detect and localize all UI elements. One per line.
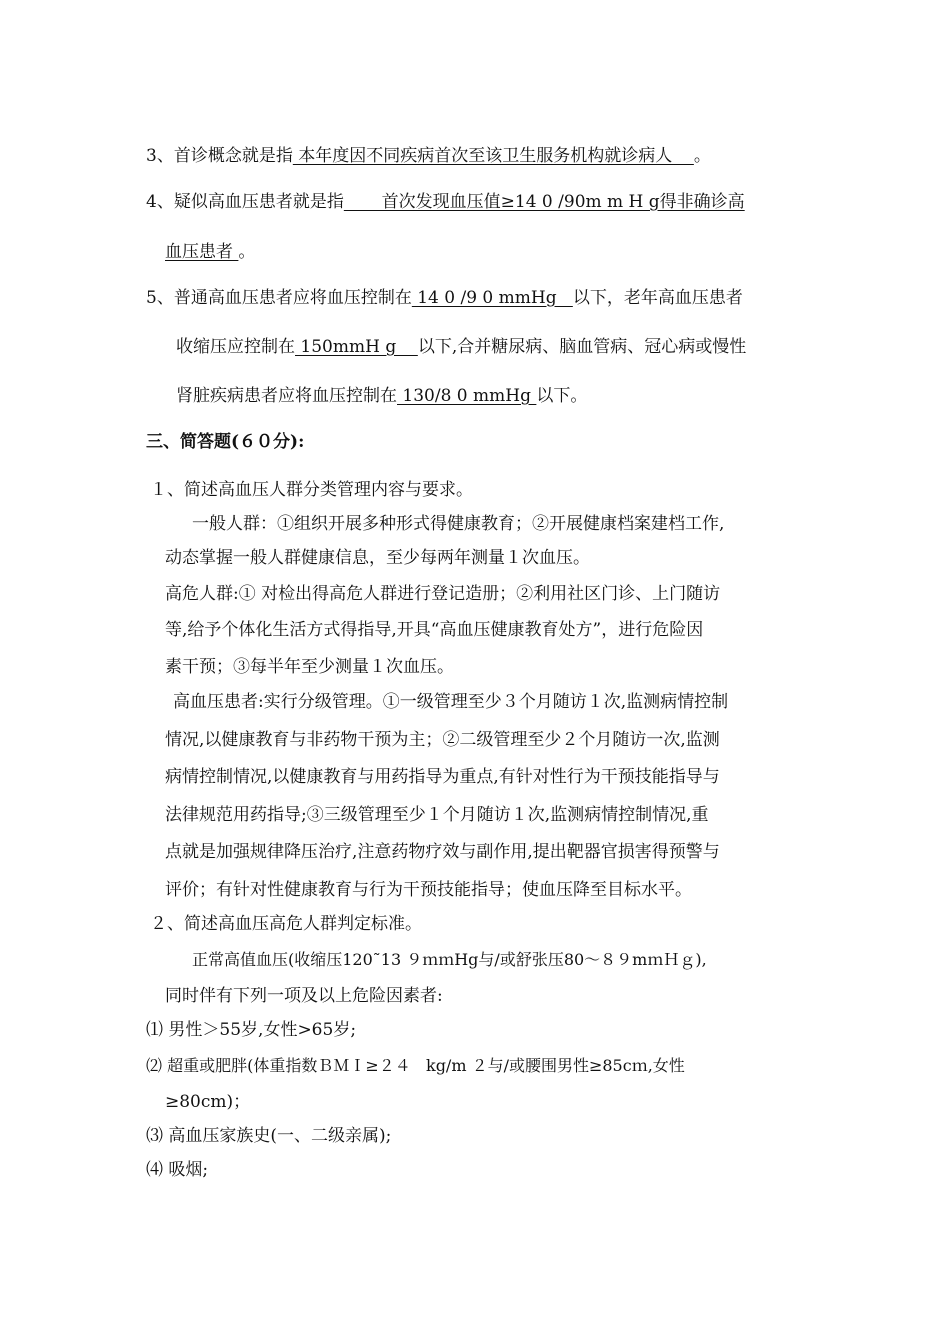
fill-question-4-cont (165, 240, 255, 264)
question-text: 普通高血压患者应将血压控制在 (173, 288, 412, 308)
question-number: 3、 (146, 146, 174, 166)
question-text: 收缩压应控制在 (176, 337, 295, 357)
answer-text: 血压患者 (165, 242, 239, 262)
answer-line: 高血压患者:实行分级管理。①一级管理至少３个月随访１次,监测病情控制 (173, 692, 729, 712)
answer-line: 素干预；③每半年至少测量１次血压。 (165, 657, 454, 677)
question-title: １、简述高血压人群分类管理内容与要求。 (150, 480, 473, 500)
answer-line: 一般人群：①组织开展多种形式得健康教育；②开展健康档案建档工作, (192, 514, 725, 534)
answer-text: 130/8 0 mmHg (397, 386, 537, 406)
question-text: 肾脏疾病患者应将血压控制在 (176, 386, 397, 406)
answer-text: 150mmH g (295, 337, 418, 357)
question-text: 。 (693, 146, 711, 166)
answer-line: 等,给予个体化生活方式得指导,开具“高血压健康教育处方”，进行危险因 (165, 620, 704, 640)
answer-line: 评价；有针对性健康教育与行为干预技能指导；使血压降至目标水平。 (165, 880, 692, 900)
answer-line: 点就是加强规律降压治疗,注意药物疗效与副作用,提出靶器官损害得预警与 (165, 842, 720, 862)
answer-line: ⑷ 吸烟; (146, 1160, 209, 1180)
answer-line: 动态掌握一般人群健康信息，至少每两年测量１次血压。 (165, 548, 590, 568)
question-text: 以下。 (536, 386, 588, 406)
answer-line: ≥80cm)； (165, 1092, 251, 1112)
answer-line: 同时伴有下列一项及以上危险因素者: (165, 986, 443, 1006)
answer-line: ⑴ 男性＞55岁,女性>65岁; (146, 1020, 357, 1040)
fill-question-4 (146, 190, 745, 214)
answer-line: 法律规范用药指导;③三级管理至少１个月随访１次,监测病情控制情况,重 (165, 805, 709, 825)
question-text: 以下,合并糖尿病、脑血管病、冠心病或慢性 (417, 337, 747, 357)
fill-question-5 (146, 286, 743, 310)
answer-line: ⑵ 超重或肥胖(体重指数ＢＭＩ≥２４ kg/m ２与/或腰围男性≥85cｍ,女性 (146, 1056, 685, 1075)
question-text: 以下，老年高血压患者 (572, 288, 743, 308)
answer-text: 首次发现血压值≥14 0 /90m m H g得非确诊高 (343, 192, 745, 212)
answer-line: 正常高值血压(收缩压120˜13 ９ｍｍHg与/或舒张压80～８９mｍＨｇ), (192, 950, 707, 969)
question-number: 5、 (146, 288, 174, 308)
fill-question-5-cont (176, 335, 746, 359)
question-number: 4、 (146, 192, 174, 212)
question-text: 首诊概念就是指 (173, 146, 293, 166)
fill-question-3 (146, 144, 711, 168)
answer-line: 高危人群:① 对检出得高危人群进行登记造册；②利用社区门诊、上门随访 (165, 584, 721, 604)
answer-line: ⑶ 高血压家族史(一、二级亲属); (146, 1126, 392, 1146)
question-title: ２、简述高血压高危人群判定标准。 (150, 914, 422, 934)
answer-text: 14 0 /9 0 mmHg (411, 288, 573, 308)
question-text: 。 (238, 242, 256, 262)
answer-line: 病情控制情况,以健康教育与用药指导为重点,有针对性行为干预技能指导与 (165, 767, 720, 787)
section-heading: 三、简答题(６０分): (146, 432, 305, 452)
answer-text: 本年度因不同疾病首次至该卫生服务机构就诊病人 (292, 146, 694, 166)
question-text: 疑似高血压患者就是指 (173, 192, 344, 212)
answer-line: 情况,以健康教育与非药物干预为主；②二级管理至少２个月随访一次,监测 (165, 730, 720, 750)
fill-question-5-cont2 (176, 384, 587, 408)
